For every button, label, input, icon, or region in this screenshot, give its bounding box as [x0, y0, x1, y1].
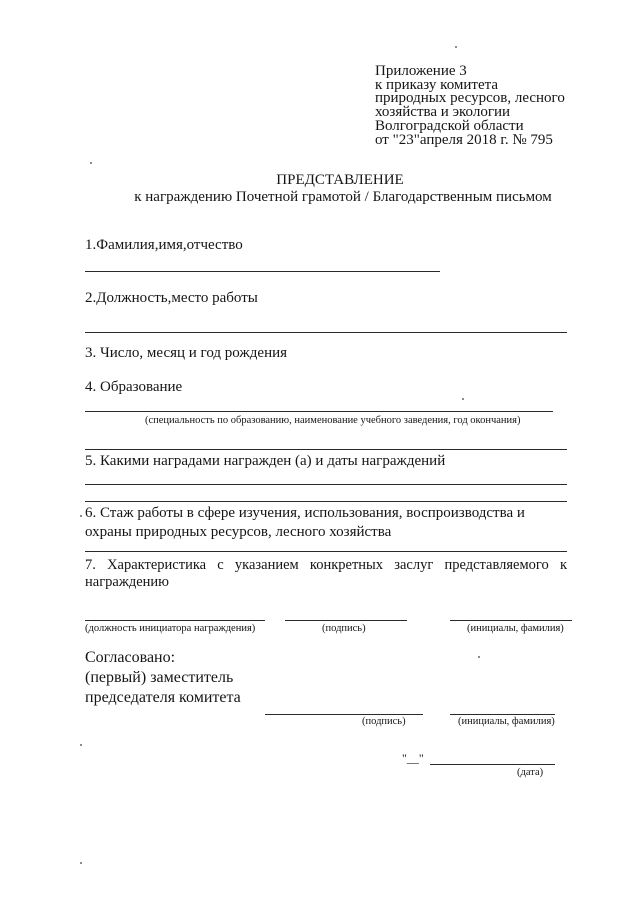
education-hint: (специальность по образованию, наименование учебного заведения, год окончания) — [145, 415, 521, 426]
approval-signature-caption: (подпись) — [362, 716, 406, 727]
date-line — [430, 764, 555, 765]
date-day-quotes: "__" — [402, 751, 424, 765]
field-position-label: 2.Должность,место работы — [85, 290, 258, 306]
scan-speck — [90, 162, 92, 164]
document-title: ПРЕДСТАВЛЕНИЕ — [276, 172, 404, 188]
approval-name-caption: (инициалы, фамилия) — [458, 716, 555, 727]
field-education-label: 4. Образование — [85, 379, 183, 395]
awards-line-2 — [85, 501, 567, 502]
initiator-name-line — [450, 620, 572, 621]
date-caption: (дата) — [517, 767, 544, 778]
approval-line: председателя комитета — [85, 689, 241, 706]
scan-speck — [80, 515, 82, 517]
initiator-name-caption: (инициалы, фамилия) — [467, 623, 564, 634]
scan-speck — [80, 744, 82, 746]
full-name-line — [85, 271, 440, 272]
appendix-line: Волгоградской области — [375, 117, 524, 134]
scan-speck — [80, 862, 82, 864]
scan-speck — [478, 656, 480, 658]
approval-line: Согласовано: — [85, 649, 176, 666]
appendix-line: Приложение 3 — [375, 63, 467, 79]
initiator-position-line — [85, 620, 265, 621]
field-experience-label: 6. Стаж работы в сфере изучения, использования, воспроизводства и — [85, 505, 525, 521]
awards-line — [85, 484, 567, 485]
field-characteristic-label: 7. Характеристика с указанием конкретных заслуг представляемого к — [85, 557, 567, 573]
document-subtitle: к награждению Почетной грамотой / Благодарственным письмом — [134, 189, 552, 205]
field-awards-label: 5. Какими наградами награжден (а) и даты награждений — [85, 453, 446, 469]
approval-line: (первый) заместитель — [85, 669, 234, 686]
initiator-signature-caption: (подпись) — [322, 623, 366, 634]
education-line-2 — [85, 449, 567, 450]
education-line — [85, 411, 553, 412]
appendix-line: от "23"апреля 2018 г. № 795 — [375, 131, 553, 148]
scan-speck — [462, 398, 464, 400]
approval-block — [85, 648, 241, 708]
appendix-line: природных ресурсов, лесного — [375, 90, 565, 107]
appendix-line: к приказу комитета — [375, 76, 499, 93]
appendix-line: хозяйства и экологии — [375, 104, 511, 121]
field-birth-date-label: 3. Число, месяц и год рождения — [85, 345, 288, 361]
scan-speck — [455, 46, 457, 48]
approval-name-line — [450, 714, 555, 715]
field-experience-label-cont: охраны природных ресурсов, лесного хозяйства — [85, 524, 392, 540]
experience-line — [85, 551, 567, 552]
field-full-name-label: 1.Фамилия,имя,отчество — [85, 237, 243, 253]
initiator-position-caption: (должность инициатора награждения) — [85, 623, 256, 634]
appendix-block — [375, 65, 565, 147]
position-line — [85, 332, 567, 333]
initiator-signature-line — [285, 620, 407, 621]
approval-signature-line — [265, 714, 423, 715]
field-characteristic-label-cont: награждению — [85, 574, 170, 590]
